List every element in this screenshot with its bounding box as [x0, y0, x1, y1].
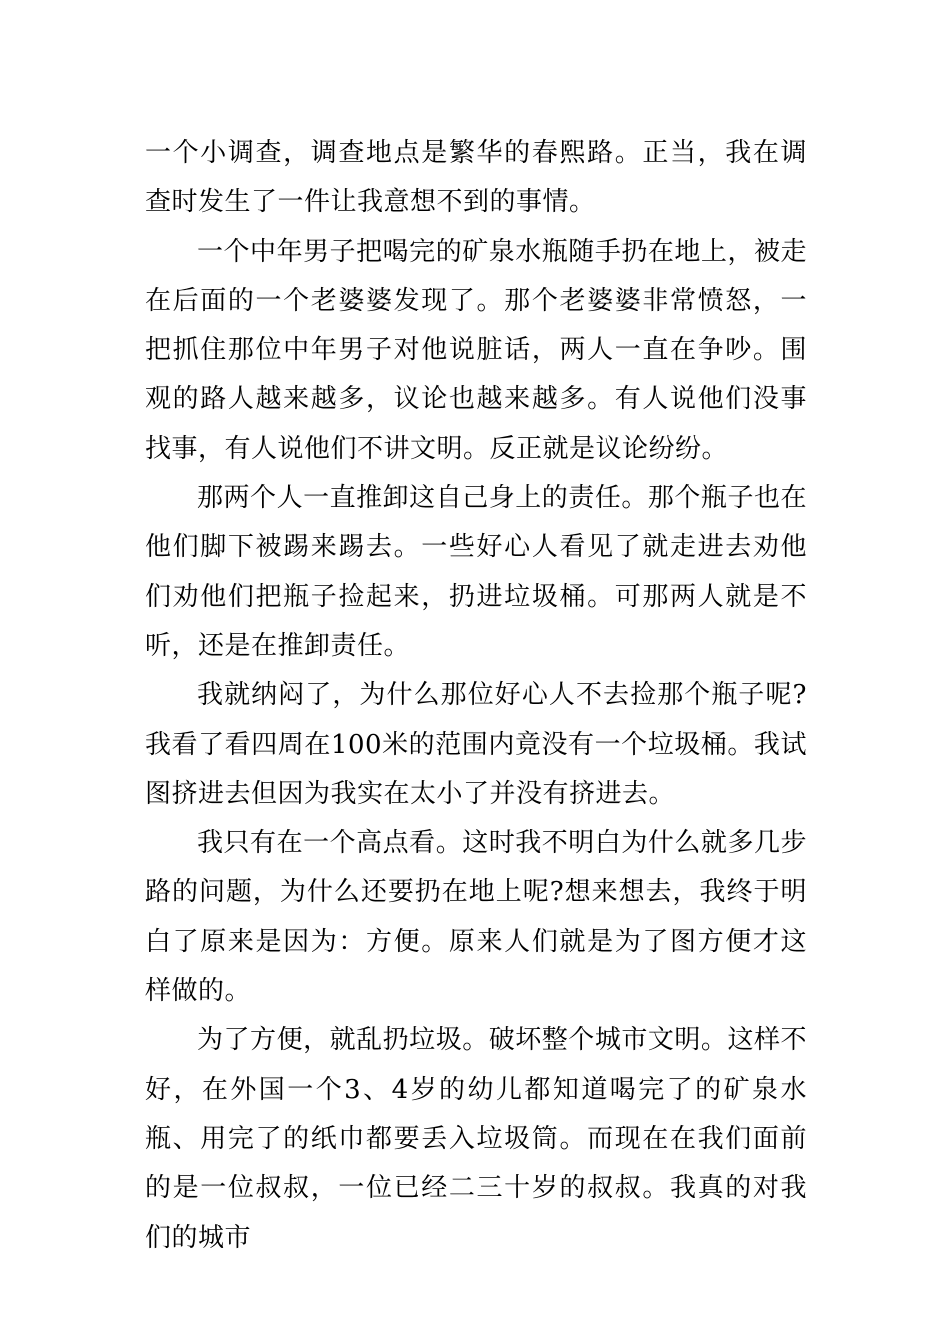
document-body [145, 129, 807, 1263]
paragraph-4: 我就纳闷了，为什么那位好心人不去捡那个瓶子呢?我看了看四周在100米的范围内竟没有一个垃圾桶。我试图挤进去但因为我实在太小了并没有挤进去。 [145, 680, 807, 809]
paragraph-6: 为了方便，就乱扔垃圾。破坏整个城市文明。这样不好，在外国一个3、4岁的幼儿都知道喝完了的矿泉水瓶、用完了的纸巾都要丢入垃圾筒。而现在在我们面前的是一位叔叔，一位已经二三十岁的叔叔。我真的对我们的城市 [145, 1025, 807, 1253]
paragraph-2: 一个中年男子把喝完的矿泉水瓶随手扔在地上，被走在后面的一个老婆婆发现了。那个老婆婆非常愤怒，一把抓住那位中年男子对他说脏话，两人一直在争吵。围观的路人越来越多，议论也越来越多。有人说他们没事找事，有人说他们不讲文明。反正就是议论纷纷。 [145, 236, 807, 464]
paragraph-1: 一个小调查，调查地点是繁华的春熙路。正当，我在调查时发生了一件让我意想不到的事情。 [145, 138, 807, 218]
paragraph-5: 我只有在一个高点看。这时我不明白为什么就多几步路的问题，为什么还要扔在地上呢?想来想去，我终于明白了原来是因为：方便。原来人们就是为了图方便才这样做的。 [145, 828, 807, 1007]
paragraph-3: 那两个人一直推卸这自己身上的责任。那个瓶子也在他们脚下被踢来踢去。一些好心人看见了就走进去劝他们劝他们把瓶子捡起来，扔进垃圾桶。可那两人就是不听，还是在推卸责任。 [145, 483, 807, 661]
